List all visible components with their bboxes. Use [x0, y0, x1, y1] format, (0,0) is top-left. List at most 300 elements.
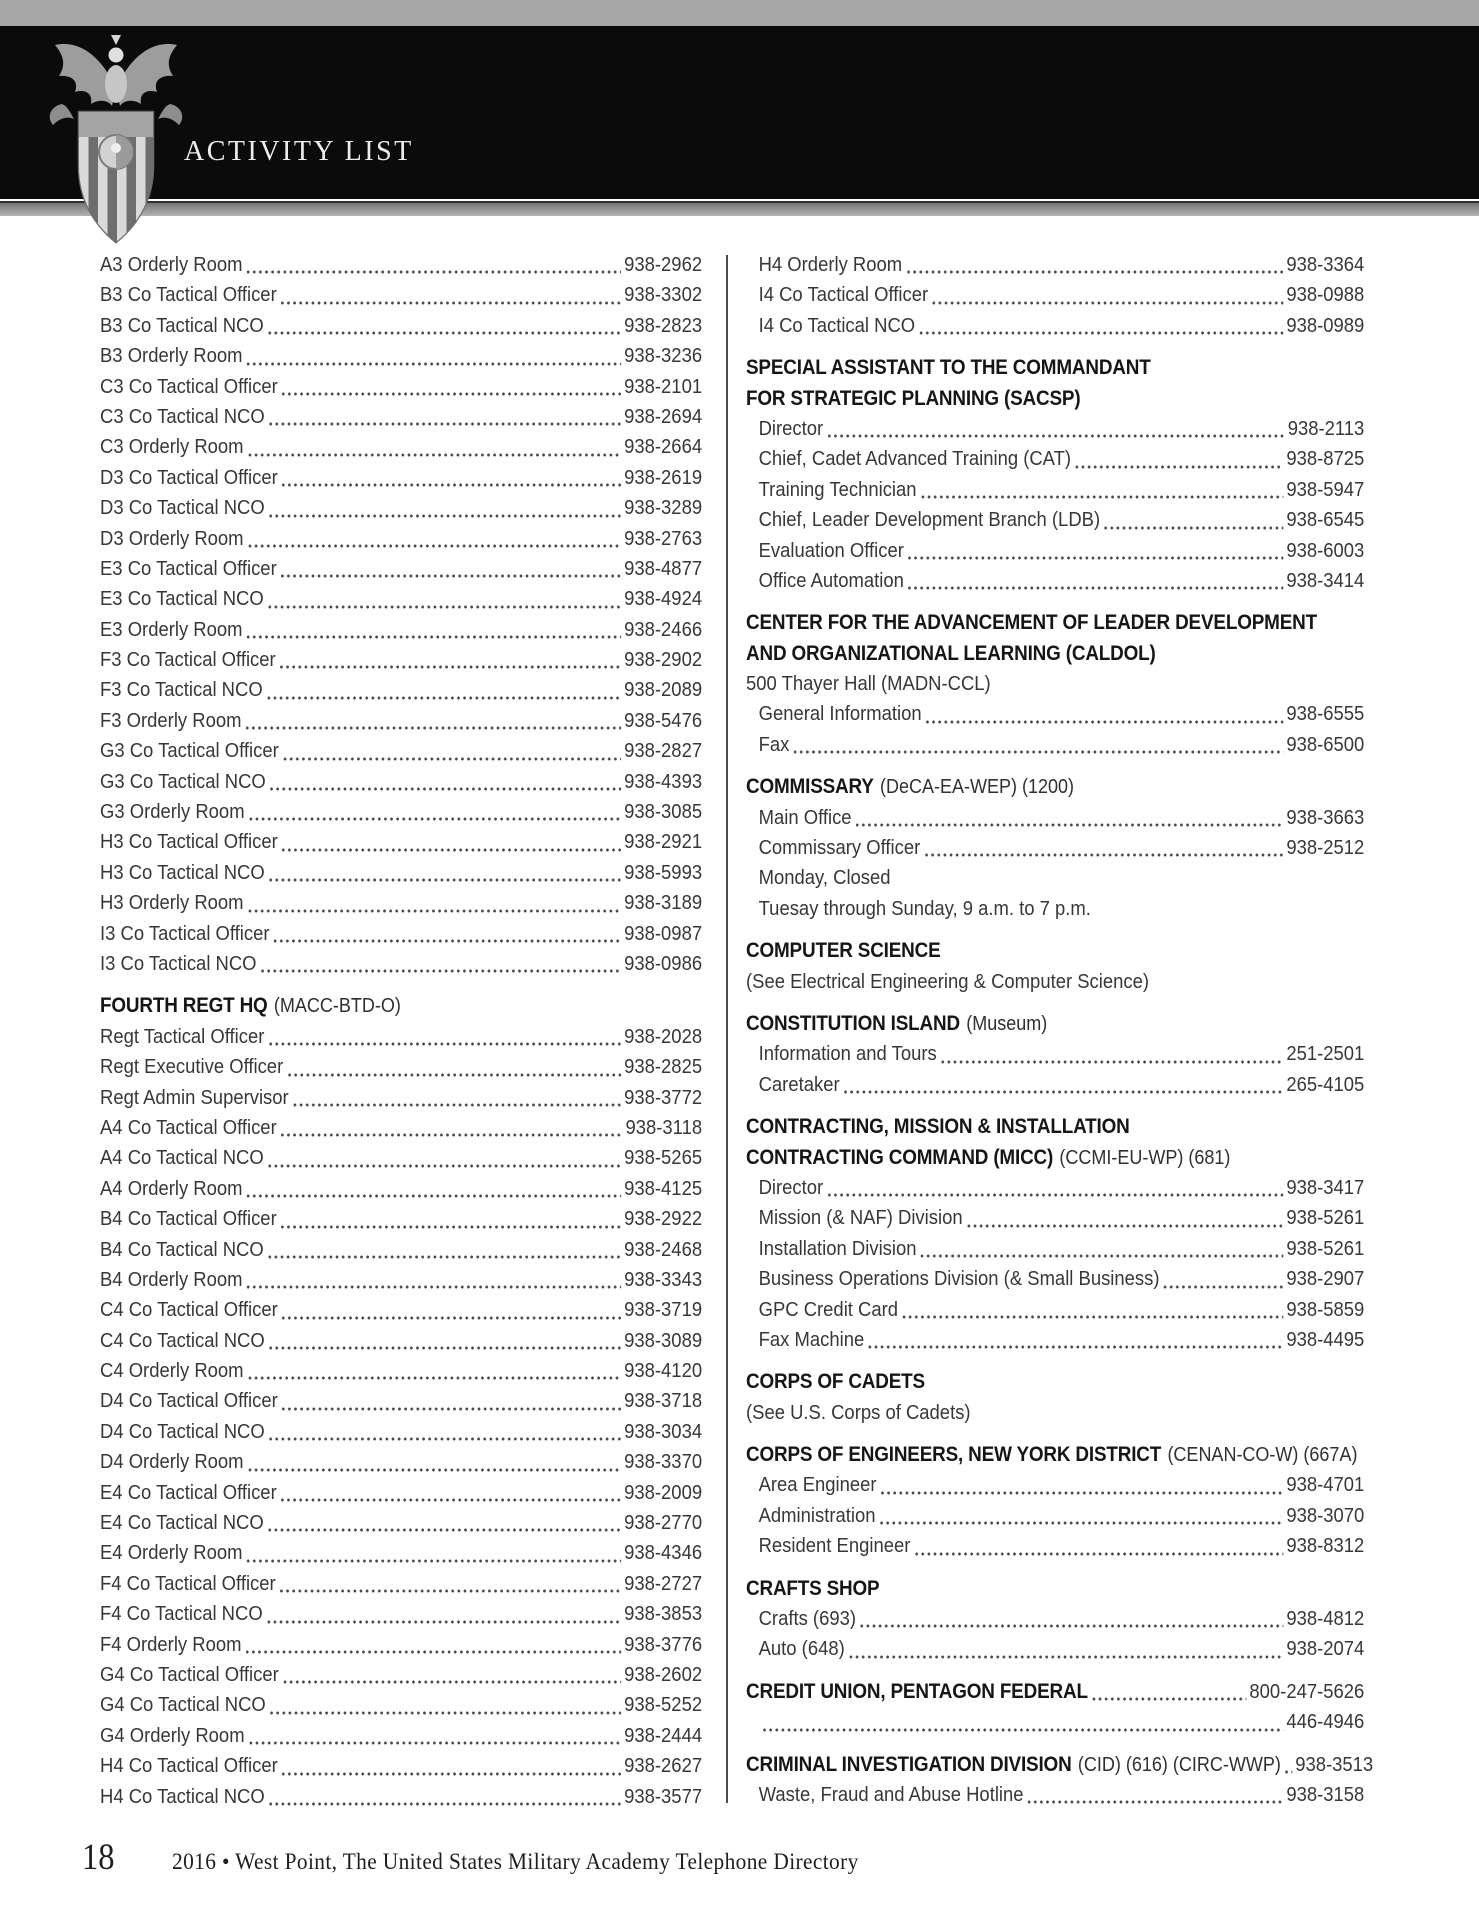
directory-entry	[746, 833, 1364, 863]
directory-entry	[100, 1538, 702, 1568]
section-heading-suffix: (Museum)	[966, 1012, 1048, 1035]
section-heading-text: CONSTITUTION ISLAND	[746, 1011, 960, 1035]
entry-phone-number: 938-5859	[1286, 1297, 1365, 1321]
entry-label: H3 Co Tactical NCO	[100, 860, 265, 884]
dot-leader	[269, 878, 621, 882]
directory-entry	[100, 1204, 702, 1234]
entry-phone-number: 938-4495	[1286, 1327, 1365, 1351]
entry-label: C4 Co Tactical Officer	[100, 1298, 278, 1322]
section-heading	[746, 772, 1364, 802]
entry-label: B4 Orderly Room	[100, 1267, 243, 1291]
directory-entry	[100, 341, 702, 371]
section-heading-text: CREDIT UNION, PENTAGON FEDERAL	[746, 1679, 1088, 1703]
directory-entry	[746, 475, 1364, 505]
entry-label: D4 Orderly Room	[100, 1450, 244, 1474]
directory-entry	[100, 1569, 702, 1599]
entry-label: C3 Orderly Room	[100, 435, 244, 459]
directory-entry	[746, 1295, 1364, 1325]
section-heading	[100, 991, 702, 1021]
dot-leader	[248, 544, 621, 548]
entry-phone-number: 938-4701	[1286, 1473, 1365, 1497]
dot-leader	[282, 483, 621, 487]
directory-entry	[746, 1234, 1364, 1264]
entry-label: Administration	[758, 1503, 876, 1527]
header-banner	[0, 26, 1479, 199]
entry-label: A4 Co Tactical Officer	[100, 1115, 277, 1139]
entry-label: H3 Co Tactical Officer	[100, 830, 278, 854]
dot-leader	[828, 1193, 1284, 1197]
entry-phone-number: 938-3236	[624, 344, 703, 368]
entry-phone-number: 938-4877	[624, 556, 703, 580]
dot-leader	[274, 939, 621, 943]
dot-leader	[828, 434, 1285, 438]
entry-phone-number: 938-0986	[624, 951, 703, 975]
dot-leader	[967, 1224, 1284, 1228]
section-heading	[746, 608, 1364, 638]
directory-entry	[100, 919, 702, 949]
directory-entry	[746, 536, 1364, 566]
entry-label: B4 Co Tactical Officer	[100, 1207, 277, 1231]
section-heading	[746, 1143, 1364, 1173]
directory-section	[746, 1440, 1364, 1562]
entry-phone-number: 938-2827	[624, 739, 703, 763]
dot-leader	[268, 605, 621, 609]
dot-leader	[941, 1060, 1283, 1064]
entry-phone-number: 938-6003	[1286, 538, 1365, 562]
entry-label: H3 Orderly Room	[100, 891, 244, 915]
dot-leader	[247, 362, 621, 366]
footer-text: 2016 • West Point, The United States Military Academy Telephone Directory	[172, 1849, 859, 1874]
entry-phone-number: 938-3417	[1286, 1175, 1365, 1199]
dot-leader	[1285, 1770, 1292, 1774]
dot-leader	[281, 1498, 621, 1502]
entry-phone-number: 938-3718	[624, 1389, 703, 1413]
entry-label: G4 Orderly Room	[100, 1723, 245, 1747]
entry-label: Information and Tours	[758, 1042, 937, 1066]
entry-phone-number: 938-3719	[624, 1298, 703, 1322]
directory-entry	[100, 463, 702, 493]
directory-entry	[100, 1052, 702, 1082]
entry-phone-number: 938-2907	[1286, 1267, 1365, 1291]
entry-phone-number: 938-2444	[624, 1723, 703, 1747]
dot-leader	[288, 1073, 622, 1077]
directory-entry	[100, 250, 702, 280]
dot-leader	[269, 514, 621, 518]
directory-entry	[100, 1417, 702, 1447]
dot-leader	[281, 1133, 623, 1137]
directory-entry	[746, 1531, 1364, 1561]
dot-leader	[248, 1376, 621, 1380]
dot-leader	[270, 787, 621, 791]
entry-phone-number: 938-3776	[624, 1632, 703, 1656]
directory-column-left	[100, 250, 702, 1812]
dot-leader	[282, 1407, 621, 1411]
entry-label: Training Technician	[758, 477, 917, 501]
entry-label: I3 Co Tactical NCO	[100, 951, 257, 975]
entry-label: Auto (648)	[758, 1637, 845, 1661]
section-heading	[746, 1440, 1364, 1470]
section-heading-text: SPECIAL ASSISTANT TO THE COMMANDANT	[746, 356, 1151, 380]
section-heading	[746, 1750, 1374, 1780]
directory-entry	[746, 414, 1364, 444]
entry-phone-number: 938-3085	[624, 800, 703, 824]
entry-label: C4 Co Tactical NCO	[100, 1328, 265, 1352]
dot-leader	[282, 1316, 621, 1320]
entry-label: I4 Co Tactical Officer	[758, 283, 929, 307]
entry-phone-number: 938-2074	[1286, 1637, 1365, 1661]
entry-phone-number: 938-4393	[624, 769, 703, 793]
section-heading	[746, 1367, 1364, 1397]
dot-leader	[920, 331, 1284, 335]
entry-phone-number: 938-2028	[624, 1024, 703, 1048]
entry-phone-number: 938-2694	[624, 404, 703, 428]
dot-leader	[915, 1552, 1284, 1556]
entry-label: Fax Machine	[758, 1327, 865, 1351]
directory-section	[746, 1677, 1364, 1738]
entry-phone-number: 938-3189	[624, 891, 703, 915]
entry-phone-number: 938-3513	[1295, 1752, 1374, 1776]
entry-phone-number: 938-3118	[625, 1115, 703, 1139]
entry-phone-number: 938-3343	[624, 1267, 703, 1291]
dot-leader	[283, 1680, 621, 1684]
entry-label: Chief, Cadet Advanced Training (CAT)	[758, 447, 1072, 471]
entry-label: Caretaker	[758, 1072, 840, 1096]
dot-leader	[249, 1741, 621, 1745]
directory-entry	[100, 402, 702, 432]
dot-leader	[268, 1528, 621, 1532]
directory-entry	[100, 554, 702, 584]
directory-entry	[100, 888, 702, 918]
entry-phone-number: 938-5265	[624, 1146, 703, 1170]
directory-entry	[100, 311, 702, 341]
directory-entry	[100, 858, 702, 888]
entry-phone-number: 938-5261	[1286, 1206, 1365, 1230]
directory-section	[746, 608, 1364, 760]
entry-phone-number: 938-4812	[1286, 1607, 1365, 1631]
entry-label: GPC Credit Card	[758, 1297, 899, 1321]
entry-label: E4 Co Tactical NCO	[100, 1511, 264, 1535]
entry-phone-number: 938-2770	[624, 1511, 703, 1535]
entry-label: E3 Co Tactical NCO	[100, 587, 264, 611]
entry-phone-number: 251-2501	[1286, 1042, 1365, 1066]
section-heading	[746, 1009, 1364, 1039]
entry-phone-number: 938-0987	[624, 921, 703, 945]
entry-phone-number: 938-6545	[1286, 508, 1365, 532]
entry-label: Waste, Fraud and Abuse Hotline	[758, 1782, 1024, 1806]
dot-leader	[849, 1655, 1283, 1659]
directory-entry	[100, 736, 702, 766]
entry-label: I3 Co Tactical Officer	[100, 921, 270, 945]
entry-phone-number: 938-2825	[624, 1055, 703, 1079]
entry-label: F3 Co Tactical NCO	[100, 678, 263, 702]
dot-leader	[247, 1285, 621, 1289]
section-heading-text: CORPS OF CADETS	[746, 1370, 925, 1394]
directory-section	[100, 991, 702, 1812]
directory-entry	[100, 432, 702, 462]
section-heading-suffix: (CID) (616) (CIRC-WWP)	[1077, 1753, 1281, 1776]
entry-phone-number: 938-4924	[624, 587, 703, 611]
dot-leader	[881, 1491, 1284, 1495]
entry-label: F3 Co Tactical Officer	[100, 648, 276, 672]
entry-label: D3 Orderly Room	[100, 526, 244, 550]
entry-phone-number: 800-247-5626	[1249, 1679, 1365, 1703]
directory-entry	[746, 730, 1364, 760]
entry-phone-number: 938-0989	[1286, 313, 1365, 337]
entry-phone-number: 938-4125	[624, 1176, 703, 1200]
dot-leader	[921, 1254, 1284, 1258]
entry-label: B3 Co Tactical NCO	[100, 313, 264, 337]
directory-entry	[746, 1501, 1364, 1531]
dot-leader	[247, 635, 621, 639]
section-subline: (See Electrical Engineering & Computer Science)	[746, 969, 1150, 993]
dot-leader	[921, 495, 1284, 499]
entry-label: Main Office	[758, 805, 852, 829]
entry-label: A4 Orderly Room	[100, 1176, 243, 1200]
directory-entry	[100, 372, 702, 402]
directory-entry	[100, 706, 702, 736]
directory-entry	[746, 1707, 1364, 1737]
directory-section	[746, 353, 1364, 596]
entry-label: Director	[758, 416, 824, 440]
directory-entry	[746, 1470, 1364, 1500]
dot-leader	[246, 726, 621, 730]
dot-leader	[281, 1225, 621, 1229]
entry-phone-number: 938-3853	[624, 1602, 703, 1626]
entry-phone-number: 938-2922	[624, 1207, 703, 1231]
dot-leader	[281, 574, 621, 578]
directory-section	[100, 250, 702, 979]
directory-section	[746, 1367, 1364, 1428]
section-heading-text: FOR STRATEGIC PLANNING (SACSP)	[746, 386, 1081, 410]
dot-leader	[269, 1042, 622, 1046]
directory-entry	[746, 280, 1364, 310]
entry-label: Chief, Leader Development Branch (LDB)	[758, 508, 1101, 532]
directory-entry	[100, 493, 702, 523]
section-heading-text: CORPS OF ENGINEERS, NEW YORK DISTRICT	[746, 1443, 1162, 1467]
directory-entry	[746, 311, 1364, 341]
entry-label: H4 Co Tactical Officer	[100, 1754, 278, 1778]
entry-phone-number: 446-4946	[1286, 1710, 1365, 1734]
entry-phone-number: 938-3070	[1286, 1503, 1365, 1527]
directory-entry	[100, 1690, 702, 1720]
dot-leader	[1164, 1285, 1284, 1289]
dot-leader	[1028, 1800, 1284, 1804]
section-heading-text: AND ORGANIZATIONAL LEARNING (CALDOL)	[746, 641, 1156, 665]
directory-entry	[100, 1751, 702, 1781]
entry-phone-number: 938-2468	[624, 1237, 703, 1261]
entry-label: Crafts (693)	[758, 1607, 857, 1631]
directory-entry	[100, 1356, 702, 1386]
section-subline: (See U.S. Corps of Cadets)	[746, 1400, 971, 1424]
directory-entry	[746, 1070, 1364, 1100]
dot-leader	[270, 1711, 621, 1715]
page-number: 18	[82, 1837, 115, 1878]
dot-leader	[247, 1194, 621, 1198]
dot-leader	[282, 392, 621, 396]
directory-entry	[746, 1325, 1364, 1355]
entry-phone-number: 938-0988	[1286, 283, 1365, 307]
directory-entry	[100, 1295, 702, 1325]
section-heading-text: CRIMINAL INVESTIGATION DIVISION	[746, 1752, 1072, 1776]
directory-entry	[746, 699, 1364, 729]
entry-label: F4 Co Tactical NCO	[100, 1602, 263, 1626]
header-underline-bar	[0, 201, 1479, 216]
entry-label: D4 Co Tactical NCO	[100, 1419, 265, 1443]
dot-leader	[282, 848, 621, 852]
entry-label: Regt Admin Supervisor	[100, 1085, 289, 1109]
dot-leader	[282, 1772, 621, 1776]
entry-phone-number: 938-2101	[624, 374, 703, 398]
dot-leader	[933, 301, 1284, 305]
directory-entry	[100, 1782, 702, 1812]
entry-phone-number: 938-5476	[624, 708, 703, 732]
entry-label: B3 Orderly Room	[100, 344, 243, 368]
section-heading-suffix: (MACC-BTD-O)	[273, 995, 401, 1018]
directory-section	[746, 1750, 1374, 1811]
directory-entry	[100, 584, 702, 614]
directory-entry	[100, 797, 702, 827]
entry-label: Director	[758, 1175, 824, 1199]
directory-entry	[100, 280, 702, 310]
directory-entry	[746, 1203, 1364, 1233]
entry-label: Regt Executive Officer	[100, 1055, 284, 1079]
directory-entry	[746, 803, 1364, 833]
entry-label: Office Automation	[758, 568, 904, 592]
west-point-crest	[40, 24, 192, 250]
directory-entry	[746, 566, 1364, 596]
entry-phone-number: 938-4120	[624, 1359, 703, 1383]
entry-label: Tuesay through Sunday, 9 a.m. to 7 p.m.	[758, 896, 1091, 920]
directory-entry	[100, 1143, 702, 1173]
dot-leader	[261, 969, 621, 973]
entry-phone-number: 938-5993	[624, 860, 703, 884]
dot-leader	[280, 1589, 621, 1593]
dot-leader	[861, 1624, 1284, 1628]
entry-label: C4 Orderly Room	[100, 1359, 244, 1383]
entry-label: F4 Orderly Room	[100, 1632, 242, 1656]
directory-entry	[746, 505, 1364, 535]
entry-label: G4 Co Tactical NCO	[100, 1693, 266, 1717]
directory-entry	[100, 949, 702, 979]
entry-phone-number: 938-2466	[624, 617, 703, 641]
entry-phone-number: 938-3414	[1286, 568, 1365, 592]
entry-label: G3 Orderly Room	[100, 800, 245, 824]
section-heading	[746, 1574, 1364, 1604]
directory-entry	[746, 1780, 1364, 1810]
entry-label: D3 Co Tactical Officer	[100, 465, 278, 489]
entry-label: E3 Co Tactical Officer	[100, 556, 277, 580]
directory-section	[746, 936, 1364, 997]
section-heading	[746, 936, 1364, 966]
entry-label: C3 Co Tactical Officer	[100, 374, 278, 398]
entry-phone-number: 938-3577	[624, 1784, 703, 1808]
dot-leader	[856, 823, 1284, 827]
dot-leader	[794, 750, 1284, 754]
dot-leader	[249, 817, 621, 821]
column-divider	[726, 255, 728, 1803]
directory-entry	[100, 1083, 702, 1113]
entry-phone-number: 938-2113	[1287, 416, 1365, 440]
section-heading-text: CONTRACTING, MISSION & INSTALLATION	[746, 1115, 1130, 1139]
directory-section	[746, 1574, 1364, 1665]
entry-label: H4 Co Tactical NCO	[100, 1784, 265, 1808]
entry-phone-number: 938-2664	[624, 435, 703, 459]
directory-entry	[100, 1630, 702, 1660]
top-gray-bar	[0, 0, 1479, 26]
dot-leader	[267, 1620, 621, 1624]
entry-phone-number: 938-2512	[1286, 836, 1365, 860]
entry-phone-number: 938-6500	[1286, 732, 1365, 756]
directory-entry	[100, 1022, 702, 1052]
section-heading-text: FOURTH REGT HQ	[100, 994, 268, 1018]
directory-entry	[100, 1599, 702, 1629]
entry-label: Resident Engineer	[758, 1534, 911, 1558]
directory-entry	[100, 615, 702, 645]
directory-entry	[100, 1113, 702, 1143]
directory-entry	[100, 1508, 702, 1538]
directory-entry	[100, 1235, 702, 1265]
entry-phone-number: 938-5261	[1286, 1236, 1365, 1260]
entry-label: A4 Co Tactical NCO	[100, 1146, 264, 1170]
directory-entry	[100, 1174, 702, 1204]
dot-leader	[281, 301, 621, 305]
section-heading-text: CONTRACTING COMMAND (MICC)	[746, 1145, 1054, 1169]
dot-leader	[246, 1650, 621, 1654]
entry-phone-number: 938-2823	[624, 313, 703, 337]
directory-entry	[100, 1265, 702, 1295]
dot-leader	[763, 1728, 1284, 1732]
entry-phone-number: 938-2962	[624, 253, 703, 276]
directory-entry	[100, 767, 702, 797]
entry-label: G3 Co Tactical Officer	[100, 739, 279, 763]
dot-leader	[280, 665, 621, 669]
entry-phone-number: 938-6555	[1286, 702, 1365, 726]
entry-label: E4 Co Tactical Officer	[100, 1480, 277, 1504]
directory-entry	[746, 1604, 1364, 1634]
dot-leader	[248, 909, 621, 913]
directory-entry	[746, 894, 1364, 924]
dot-leader	[247, 1559, 621, 1563]
entry-label: Commissary Officer	[758, 836, 921, 860]
section-heading	[746, 639, 1364, 669]
entry-phone-number: 938-3302	[624, 283, 703, 307]
entry-label: Regt Tactical Officer	[100, 1024, 265, 1048]
dot-leader	[293, 1103, 621, 1107]
entry-phone-number: 938-2727	[624, 1571, 703, 1595]
entry-label: I4 Co Tactical NCO	[758, 313, 916, 337]
entry-phone-number: 938-8312	[1286, 1534, 1365, 1558]
section-heading	[746, 353, 1364, 383]
dot-leader	[908, 586, 1283, 590]
dot-leader	[1105, 526, 1284, 530]
directory-section	[746, 772, 1364, 924]
directory-entry	[100, 1660, 702, 1690]
directory-entry	[100, 1478, 702, 1508]
section-heading-suffix: (CCMI-EU-WP) (681)	[1059, 1146, 1231, 1169]
entry-phone-number: 938-3289	[624, 496, 703, 520]
entry-phone-number: 938-3089	[624, 1328, 703, 1352]
section-heading-text: CRAFTS SHOP	[746, 1576, 880, 1600]
dot-leader	[925, 853, 1284, 857]
dot-leader	[844, 1090, 1284, 1094]
entry-label: B3 Co Tactical Officer	[100, 283, 277, 307]
dot-leader	[908, 556, 1283, 560]
entry-label: F4 Co Tactical Officer	[100, 1571, 276, 1595]
entry-label: A3 Orderly Room	[100, 253, 243, 276]
directory-entry	[100, 1447, 702, 1477]
directory-column-right	[746, 250, 1374, 1810]
directory-section	[746, 250, 1364, 341]
